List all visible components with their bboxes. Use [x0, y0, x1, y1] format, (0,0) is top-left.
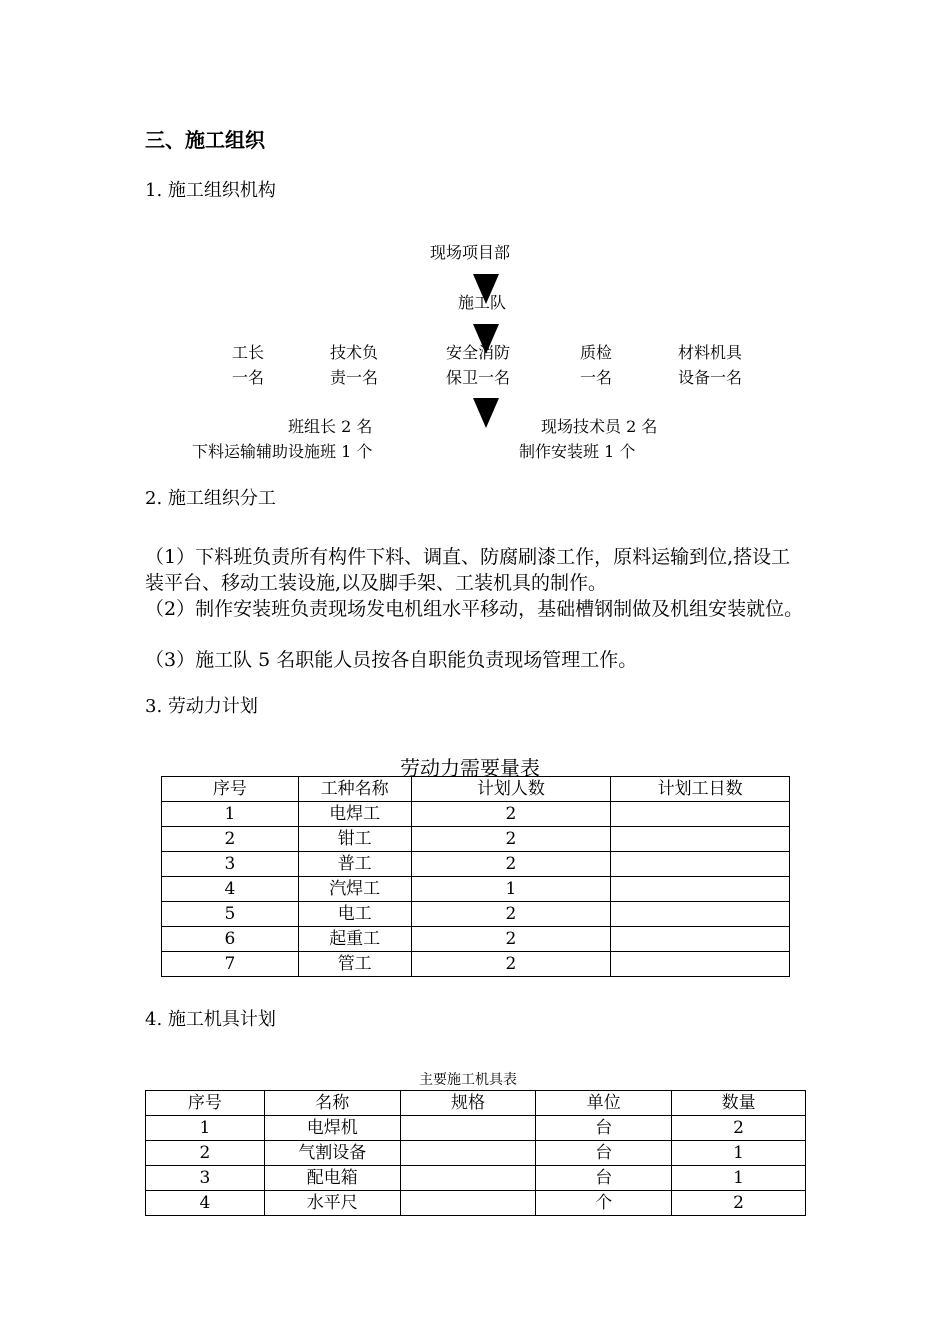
table-row	[162, 927, 790, 952]
table-cell: 电焊工	[298, 802, 411, 827]
table-cell: 2	[146, 1141, 265, 1166]
labor-table-caption: 劳动力需要量表	[400, 756, 540, 780]
table-cell: 汽焊工	[298, 877, 411, 902]
duty-paragraph: （1）下料班负责所有构件下料、调直、防腐刷漆工作，原料运输到位,搭设工装平台、移动工装设施,以及脚手架、工装机具的制作。	[145, 546, 791, 594]
division-heading: 2. 施工组织分工	[145, 488, 276, 509]
table-cell: 管工	[298, 952, 411, 977]
table-cell: 台	[536, 1116, 672, 1141]
table-cell: 台	[536, 1166, 672, 1191]
table-row	[146, 1191, 806, 1216]
labor-plan-heading: 3. 劳动力计划	[145, 696, 258, 717]
table-cell: 台	[536, 1141, 672, 1166]
table-cell: 2	[672, 1116, 806, 1141]
table-cell: 个	[536, 1191, 672, 1216]
org-left-line1: 班组长 2 名	[288, 417, 373, 436]
table-cell	[611, 852, 790, 877]
table-row	[162, 802, 790, 827]
header-cell: 数量	[672, 1091, 806, 1116]
table-cell: 2	[411, 902, 611, 927]
org-role-line1: 技术负	[330, 343, 379, 362]
table-cell	[400, 1116, 536, 1141]
equipment-plan-heading: 4. 施工机具计划	[145, 1009, 276, 1030]
table-cell: 4	[162, 877, 299, 902]
header-cell: 计划工日数	[611, 777, 790, 802]
table-header-row	[146, 1091, 806, 1116]
table-cell: 2	[411, 852, 611, 877]
table-cell: 1	[146, 1116, 265, 1141]
org-role-line1: 材料机具	[678, 343, 743, 362]
table-cell: 4	[146, 1191, 265, 1216]
table-cell: 1	[672, 1166, 806, 1191]
table-cell	[611, 927, 790, 952]
equipment-table-caption: 主要施工机具表	[419, 1072, 517, 1088]
org-role-line2: 责一名	[330, 368, 379, 387]
duty-paragraph: （3）施工队 5 名职能人员按各自职能负责现场管理工作。	[145, 649, 638, 671]
header-cell: 规格	[400, 1091, 536, 1116]
table-cell	[611, 827, 790, 852]
table-header-row	[162, 777, 790, 802]
table-row	[146, 1166, 806, 1191]
table-cell	[611, 802, 790, 827]
table-row	[162, 827, 790, 852]
table-cell: 电工	[298, 902, 411, 927]
header-cell: 序号	[146, 1091, 265, 1116]
table-cell: 1	[672, 1141, 806, 1166]
table-cell: 电焊机	[264, 1116, 400, 1141]
table-cell	[611, 952, 790, 977]
org-right-line2: 制作安装班 1 个	[519, 442, 636, 461]
table-cell: 6	[162, 927, 299, 952]
table-row	[162, 952, 790, 977]
down-arrow-icon	[473, 398, 499, 428]
header-cell: 序号	[162, 777, 299, 802]
header-cell: 名称	[264, 1091, 400, 1116]
table-cell	[611, 902, 790, 927]
table-cell: 配电箱	[264, 1166, 400, 1191]
header-cell: 工种名称	[298, 777, 411, 802]
table-cell: 2	[672, 1191, 806, 1216]
org-role-line2: 设备一名	[678, 368, 743, 387]
table-cell: 1	[411, 877, 611, 902]
table-cell	[400, 1166, 536, 1191]
table-cell: 2	[411, 952, 611, 977]
org-left-line2: 下料运输辅助设施班 1 个	[192, 442, 373, 461]
table-cell: 7	[162, 952, 299, 977]
table-cell: 钳工	[298, 827, 411, 852]
table-cell: 起重工	[298, 927, 411, 952]
table-cell: 2	[411, 802, 611, 827]
table-cell: 普工	[298, 852, 411, 877]
org-structure-heading: 1. 施工组织机构	[145, 180, 276, 201]
org-role-line2: 一名	[232, 368, 265, 387]
org-team-node: 施工队	[458, 293, 507, 312]
table-row	[146, 1141, 806, 1166]
table-cell	[611, 877, 790, 902]
org-right-line1: 现场技术员 2 名	[541, 417, 658, 436]
table-cell	[400, 1191, 536, 1216]
org-role-line2: 一名	[580, 368, 613, 387]
org-top-node: 现场项目部	[430, 243, 511, 262]
equipment-table	[145, 1090, 806, 1216]
table-cell: 2	[411, 827, 611, 852]
table-cell: 1	[162, 802, 299, 827]
table-cell: 2	[162, 827, 299, 852]
header-cell: 单位	[536, 1091, 672, 1116]
org-role-line1: 工长	[232, 343, 265, 362]
labor-table	[161, 776, 790, 977]
table-row	[162, 877, 790, 902]
table-row	[162, 902, 790, 927]
table-cell	[400, 1141, 536, 1166]
table-row	[162, 852, 790, 877]
org-role-line2: 保卫一名	[446, 368, 511, 387]
table-cell: 水平尺	[264, 1191, 400, 1216]
table-cell: 3	[146, 1166, 265, 1191]
table-cell: 5	[162, 902, 299, 927]
table-cell: 3	[162, 852, 299, 877]
table-cell: 2	[411, 927, 611, 952]
org-role-line1: 安全消防	[446, 343, 511, 362]
section-title: 三、施工组织	[145, 128, 265, 152]
duty-paragraph: （2）制作安装班负责现场发电机组水平移动，基础槽钢制做及机组安装就位。	[145, 598, 804, 620]
table-cell: 气割设备	[264, 1141, 400, 1166]
header-cell: 计划人数	[411, 777, 611, 802]
table-row	[146, 1116, 806, 1141]
org-role-line1: 质检	[580, 343, 613, 362]
